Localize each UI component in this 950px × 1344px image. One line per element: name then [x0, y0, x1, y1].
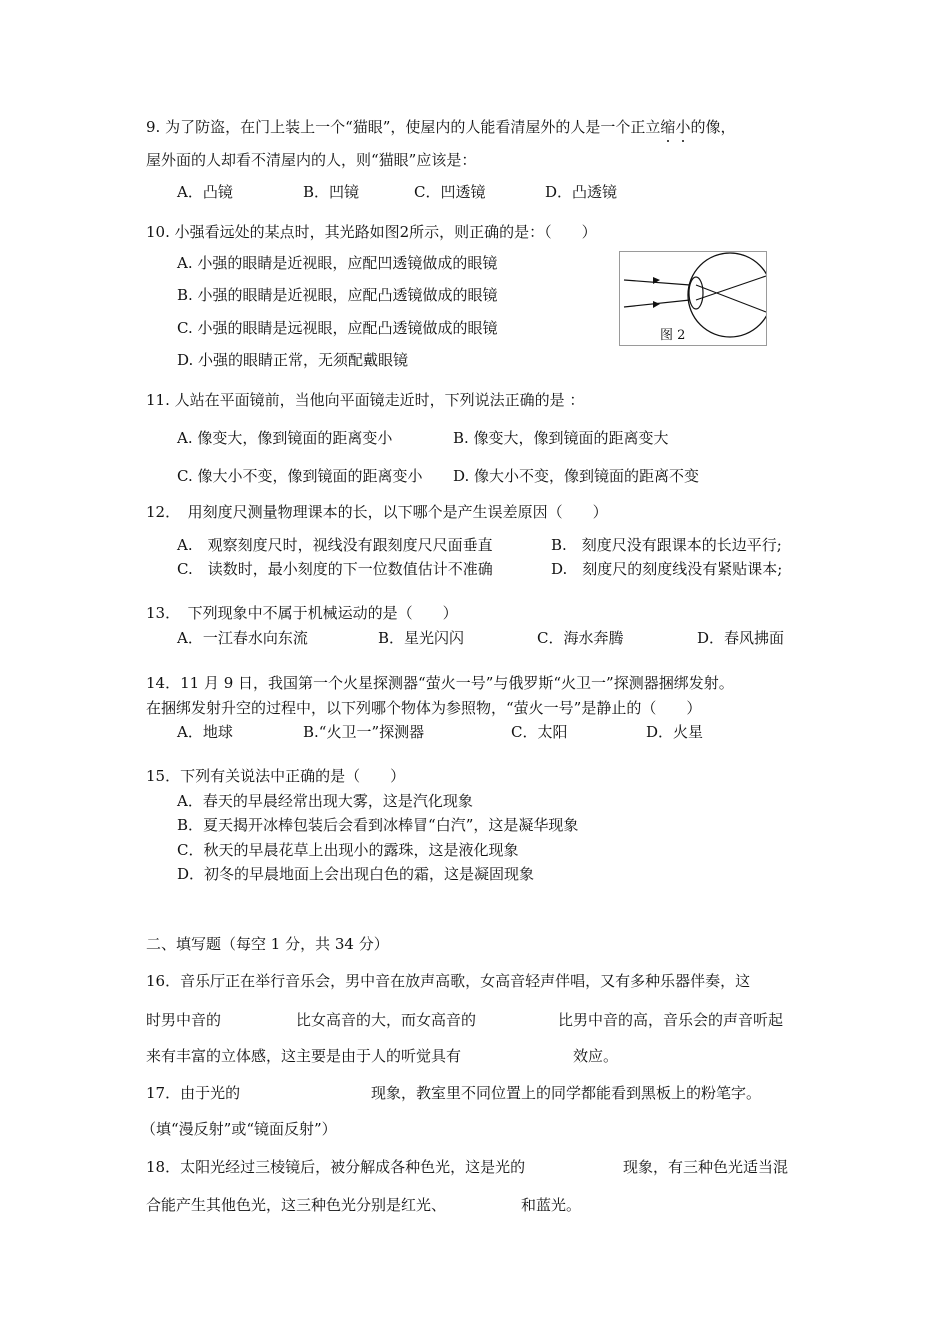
- q12-option-c: C. 读数时，最小刻度的下一位数值估计不准确: [177, 560, 493, 578]
- q15-option-d: D．初冬的早晨地面上会出现白色的霜，这是凝固现象: [177, 865, 535, 883]
- q11-option-d: D. 像大小不变，像到镜面的距离不变: [453, 467, 700, 485]
- q16-line3-part2: 效应。: [573, 1047, 619, 1065]
- q15-option-b: B．夏天揭开冰棒包装后会看到冰棒冒“白汽”，这是凝华现象: [177, 816, 579, 834]
- q10-option-a: A. 小强的眼睛是近视眼，应配凹透镜做成的眼镜: [177, 254, 498, 272]
- q18-line1-part2: 现象，有三种色光适当混: [623, 1158, 789, 1176]
- q16-line2-part3: 比男中音的高，音乐会的声音听起: [558, 1011, 784, 1029]
- q10-stem: 10. 小强看远处的某点时，其光路如图2所示，则正确的是：（ ）: [146, 223, 597, 241]
- q17-line2: （填“漫反射”或“镜面反射”）: [141, 1120, 337, 1138]
- q9-stem-line2: 屋外面的人却看不清屋内的人，则“猫眼”应该是：: [146, 151, 477, 169]
- q13-option-d: D．春风拂面: [697, 629, 785, 647]
- q18-line1-part1: 18．太阳光经过三棱镜后，被分解成各种色光，这是光的: [146, 1158, 526, 1176]
- emphasis-dot-char: 小: [675, 118, 691, 136]
- q17-line1-part2: 现象，教室里不同位置上的同学都能看到黑板上的粉笔字。: [371, 1084, 762, 1102]
- q10-option-c: C. 小强的眼睛是远视眼，应配凸透镜做成的眼镜: [177, 319, 498, 337]
- q16-line1: 16．音乐厅正在举行音乐会，男中音在放声高歌，女高音轻声伴唱，又有多种乐器伴奏，这: [146, 972, 751, 990]
- q16-line2-part1: 时男中音的: [146, 1011, 222, 1029]
- q11-stem: 11. 人站在平面镜前，当他向平面镜走近时，下列说法正确的是 ：: [146, 391, 585, 409]
- q9-option-a: A．凸镜: [177, 183, 233, 201]
- refracted-ray-bottom: [696, 276, 766, 300]
- eye-lens: [689, 277, 703, 309]
- q9-stem-line1: [146, 117, 735, 137]
- refracted-ray-top: [696, 285, 766, 312]
- eye-diagram-svg: [620, 252, 766, 345]
- q13-stem: 13． 下列现象中不属于机械运动的是（ ）: [146, 604, 458, 622]
- q12-option-b: B. 刻度尺没有跟课本的长边平行;: [551, 536, 782, 554]
- eye-diagram-figure: [619, 251, 767, 346]
- q14-option-d: D．火星: [646, 723, 704, 741]
- q9-option-c: C．凹透镜: [414, 183, 486, 201]
- ray-arrow-bottom: [653, 301, 660, 308]
- q16-line2-part2: 比女高音的大，而女高音的: [296, 1011, 477, 1029]
- eyeball-outline: [688, 253, 766, 337]
- q16-line3-part1: 来有丰富的立体感，这主要是由于人的听觉具有: [146, 1047, 462, 1065]
- q12-option-d: D. 刻度尺的刻度线没有紧贴课本;: [551, 560, 783, 578]
- emphasis-dot-char: 缩: [660, 118, 676, 136]
- q11-option-b: B. 像变大，像到镜面的距离变大: [453, 429, 669, 447]
- q14-option-a: A．地球: [177, 723, 233, 741]
- q18-line2-part1: 合能产生其他色光，这三种色光分别是红光、: [146, 1196, 447, 1214]
- q13-option-a: A．一江春水向东流: [177, 629, 308, 647]
- q9-line1-text: 9. 为了防盗，在门上装上一个“猫眼”，使屋内的人能看清屋外的人是一个正立: [146, 118, 661, 136]
- q10-option-b: B. 小强的眼睛是近视眼，应配凸透镜做成的眼镜: [177, 286, 498, 304]
- section-2-title: 二、填写题（每空 1 分，共 34 分）: [146, 935, 389, 953]
- q9-line1-tail: 的像，: [690, 118, 736, 136]
- q14-option-b: B.“火卫一”探测器: [303, 723, 425, 741]
- q12-stem: 12． 用刻度尺测量物理课本的长，以下哪个是产生误差原因（ ）: [146, 503, 608, 521]
- q9-option-d: D．凸透镜: [545, 183, 618, 201]
- figure-caption: 图 2: [660, 328, 686, 343]
- q15-option-a: A．春天的早晨经常出现大雾，这是汽化现象: [177, 792, 473, 810]
- q13-option-b: B．星光闪闪: [378, 629, 465, 647]
- q13-option-c: C．海水奔腾: [537, 629, 624, 647]
- q18-line2-part2: 和蓝光。: [521, 1196, 582, 1214]
- q15-stem: 15．下列有关说法中正确的是（ ）: [146, 767, 406, 785]
- q10-option-d: D. 小强的眼睛正常，无须配戴眼镜: [177, 351, 409, 369]
- q14-stem-line1: 14．11 月 9 日，我国第一个火星探测器“萤火一号”与俄罗斯“火卫一”探测器捆绑发射。: [146, 674, 734, 692]
- q11-option-a: A. 像变大，像到镜面的距离变小: [177, 429, 393, 447]
- q14-stem-line2: 在捆绑发射升空的过程中，以下列哪个物体为参照物，“萤火一号”是静止的（ ）: [146, 699, 702, 717]
- q9-option-b: B．凹镜: [303, 183, 360, 201]
- q14-option-c: C．太阳: [511, 723, 568, 741]
- q15-option-c: C．秋天的早晨花草上出现小的露珠，这是液化现象: [177, 841, 519, 859]
- q12-option-a: A. 观察刻度尺时，视线没有跟刻度尺尺面垂直: [177, 536, 493, 554]
- q11-option-c: C. 像大小不变，像到镜面的距离变小: [177, 467, 423, 485]
- q17-line1-part1: 17．由于光的: [146, 1084, 241, 1102]
